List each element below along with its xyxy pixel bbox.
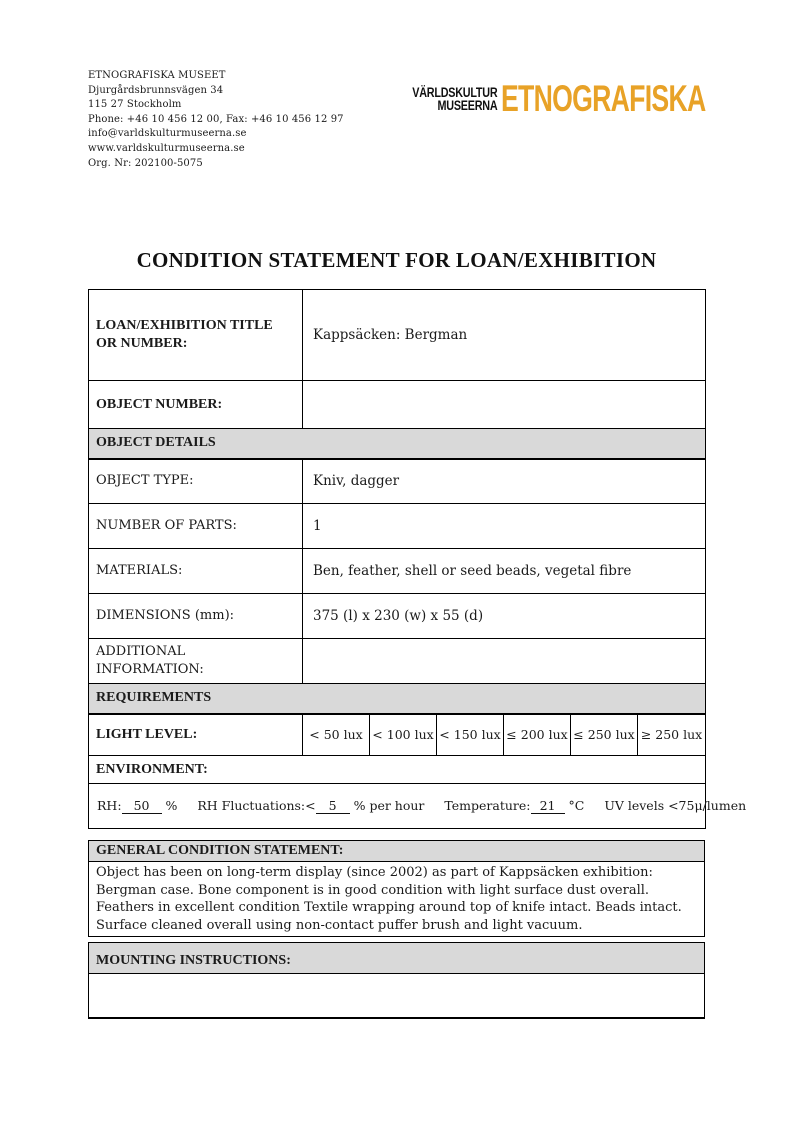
document-content [88,0,747,1019]
logo-brand-etnografiska: ETNOGRAFISKA [501,78,706,119]
website: www.varldskulturmuseerna.se [88,142,245,154]
object-number-value[interactable] [303,381,706,429]
general-condition-body-row [89,862,705,937]
address-line-2: 115 27 Stockholm [88,99,182,111]
rh-label: RH: [97,798,122,814]
general-condition-header-row [89,841,705,862]
email: info@varldskulturmuseerna.se [88,128,247,140]
number-of-parts-row [89,504,706,549]
museum-logo [391,78,706,119]
logo-wordmark-line1: VÄRLDSKULTUR [411,85,497,100]
environment-line [97,798,747,814]
rh-fluctuations-unit: % per hour [353,798,425,814]
mounting-instructions-header: MOUNTING INSTRUCTIONS: [89,943,705,974]
temperature-label: Temperature: [444,798,531,814]
light-option-100lux[interactable]: < 100 lux [370,714,437,756]
letterhead [88,69,705,171]
org-number: Org. Nr: 202100-5075 [88,157,203,169]
logo-wordmark [412,87,497,112]
object-type-label: OBJECT TYPE: [89,459,303,504]
museum-name: ETNOGRAFISKA MUSEET [88,70,226,81]
light-option-200lux[interactable]: ≤ 200 lux [504,714,571,756]
address-line-1: Djurgårdsbrunnsvägen 34 [88,84,224,96]
object-number-row [89,381,706,429]
light-option-50lux[interactable]: < 50 lux [303,714,370,756]
materials-value[interactable]: Ben, feather, shell or seed beads, vegetal fibre [303,549,706,594]
environment-header-row [89,756,706,784]
rh-fluctuations-value[interactable]: 5 [316,799,350,814]
light-level-label: LIGHT LEVEL: [89,714,303,756]
loan-title-label: LOAN/EXHIBITION TITLE OR NUMBER: [89,290,303,381]
environment-header: ENVIRONMENT: [89,756,706,784]
rh-fluctuations-label: RH Fluctuations:< [197,798,316,814]
general-condition-header: GENERAL CONDITION STATEMENT: [89,841,705,862]
environment-values-cell [89,784,747,829]
loan-title-row [89,290,706,381]
temperature-value[interactable]: 21 [531,799,565,814]
light-level-row [89,714,706,756]
temperature-segment [444,798,584,813]
dimensions-value[interactable]: 375 (l) x 230 (w) x 55 (d) [303,594,706,639]
document-title: CONDITION STATEMENT FOR LOAN/EXHIBITION [136,248,657,273]
number-of-parts-value[interactable]: 1 [303,504,706,549]
light-option-250lux[interactable]: ≤ 250 lux [571,714,638,756]
logo-wordmark-line2: MUSEERNA [437,97,497,113]
object-type-row [89,459,706,504]
environment-values-row [89,784,706,829]
object-number-label: OBJECT NUMBER: [89,381,303,429]
light-option-150lux[interactable]: < 150 lux [437,714,504,756]
additional-information-label: ADDITIONAL INFORMATION: [89,639,303,684]
materials-label: MATERIALS: [89,549,303,594]
phone-fax: Phone: +46 10 456 12 00, Fax: +46 10 456 12 97 [88,113,344,125]
condition-form-table [88,289,747,829]
general-condition-text[interactable]: Object has been on long-term display (since 2002) as part of Kappsäcken exhibition: Bergman case. Bone component is in good condition with light surface dust overall. Feathers in excellent condition Textile wrapping around top of knife intact. Beads intact. Surface cleaned overall using non-contact puffer brush and light vacuum. [89,862,705,937]
uv-levels-text: UV levels <75μ/lumen [604,798,747,814]
rh-segment [97,798,177,813]
light-option-over-250lux[interactable]: ≥ 250 lux [638,714,706,756]
letterhead-contact [88,69,344,171]
rh-fluctuations-segment [197,798,424,813]
general-condition-table [88,840,705,937]
mounting-header-row [89,943,705,974]
requirements-header: REQUIREMENTS [89,684,706,714]
mounting-body-row [89,974,705,1018]
dimensions-row [89,594,706,639]
mounting-instructions-text[interactable] [89,974,705,1018]
additional-information-value[interactable] [303,639,706,684]
rh-unit: % [165,798,178,814]
additional-information-row [89,639,706,684]
loan-title-value[interactable]: Kappsäcken: Bergman [303,290,706,381]
rh-value[interactable]: 50 [122,799,162,814]
mounting-instructions-table [88,942,705,1019]
dimensions-label: DIMENSIONS (mm): [89,594,303,639]
materials-row [89,549,706,594]
requirements-header-row [89,684,706,714]
temperature-unit: °C [568,798,585,814]
object-type-value[interactable]: Kniv, dagger [303,459,706,504]
object-details-header-row [89,429,706,459]
object-details-header: OBJECT DETAILS [89,429,706,459]
number-of-parts-label: NUMBER OF PARTS: [89,504,303,549]
